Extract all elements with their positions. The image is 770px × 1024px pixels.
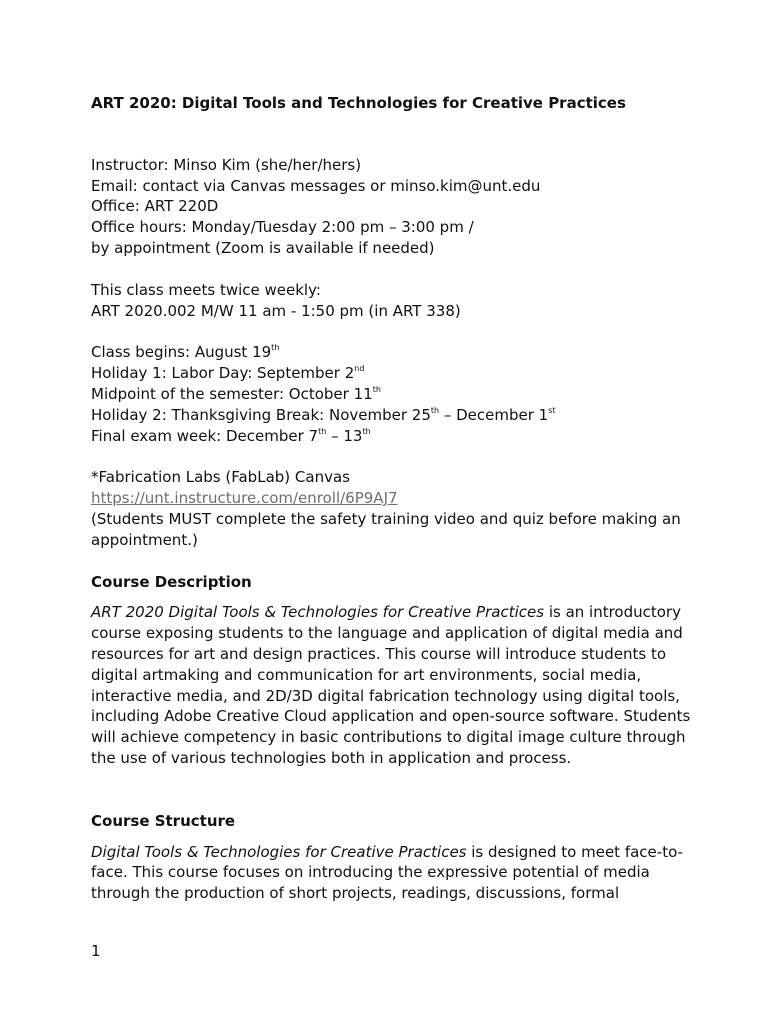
holiday-2-text: Holiday 2: Thanksgiving Break: November 25 (91, 405, 431, 424)
meeting-line1: This class meets twice weekly: (91, 280, 321, 299)
fablab-title: *Fabrication Labs (FabLab) Canvas (91, 468, 350, 487)
instructor-block (91, 155, 691, 259)
page-content (91, 93, 691, 904)
fablab-link-line (91, 488, 691, 509)
class-begins-sup: th (271, 343, 280, 353)
holiday-2-mid: – December 1 (439, 405, 549, 424)
course-structure-body: is designed to meet face-to-face. This course focuses on introducing the expressive potential of media through the production of short projects, readings, discussions, formal (91, 842, 683, 903)
final-exam-text: Final exam week: December 7 (91, 426, 319, 445)
holiday-2-sup2: st (548, 405, 556, 415)
class-begins (91, 342, 691, 363)
meeting-block (91, 280, 691, 322)
fablab-note: (Students MUST complete the safety training video and quiz before making an appointment.) (91, 509, 681, 549)
course-description-italic: ART 2020 Digital Tools & Technologies for Creative Practices (91, 603, 545, 622)
meeting-line2: ART 2020.002 M/W 11 am - 1:50 pm (in ART 338) (91, 301, 461, 320)
midpoint-sup: th (372, 384, 381, 394)
final-exam-sup1: th (318, 426, 327, 436)
fablab-enroll-link[interactable]: https://unt.instructure.com/enroll/6P9AJ7 (91, 489, 398, 508)
holiday-1-sup: nd (354, 364, 365, 374)
instructor-email: Email: contact via Canvas messages or minso.kim@unt.edu (91, 176, 541, 195)
course-description-heading: Course Description (91, 572, 252, 591)
course-description-body: is an introductory course exposing students to the language and application of digital media and resources for art and design practices. This course will introduce students to digital artmaking and communication for art environments, social media, interactive media, and 2D/3D digital fabrication technology using digital tools, including Adobe Creative Cloud application and open-source software. Students will achieve competency in basic contributions to digital image culture through the use of various technologies both in application and process. (91, 603, 691, 767)
office-hours-line2: by appointment (Zoom is available if needed) (91, 238, 435, 257)
dates-block (91, 342, 691, 446)
course-description-paragraph (91, 602, 691, 768)
final-exam-week (91, 426, 691, 447)
document-title: ART 2020: Digital Tools and Technologies for Creative Practices (91, 94, 626, 112)
page-number: 1 (91, 942, 101, 960)
holiday-2 (91, 405, 691, 426)
midpoint-text: Midpoint of the semester: October 11 (91, 384, 373, 403)
final-exam-sup2: th (362, 426, 371, 436)
midpoint (91, 384, 691, 405)
course-structure-heading: Course Structure (91, 811, 236, 830)
holiday-1-text: Holiday 1: Labor Day: September 2 (91, 364, 355, 383)
class-begins-text: Class begins: August 19 (91, 343, 272, 362)
course-structure-paragraph (91, 842, 691, 904)
holiday-1 (91, 363, 691, 384)
office-hours-line1: Office hours: Monday/Tuesday 2:00 pm – 3:00 pm / (91, 218, 474, 237)
course-structure-italic: Digital Tools & Technologies for Creative Practices (91, 842, 467, 861)
instructor-office: Office: ART 220D (91, 197, 219, 216)
holiday-2-sup1: th (430, 405, 440, 415)
fablab-block (91, 467, 691, 550)
instructor-name: Instructor: Minso Kim (she/her/hers) (91, 155, 362, 174)
final-exam-mid: – 13 (326, 426, 363, 445)
